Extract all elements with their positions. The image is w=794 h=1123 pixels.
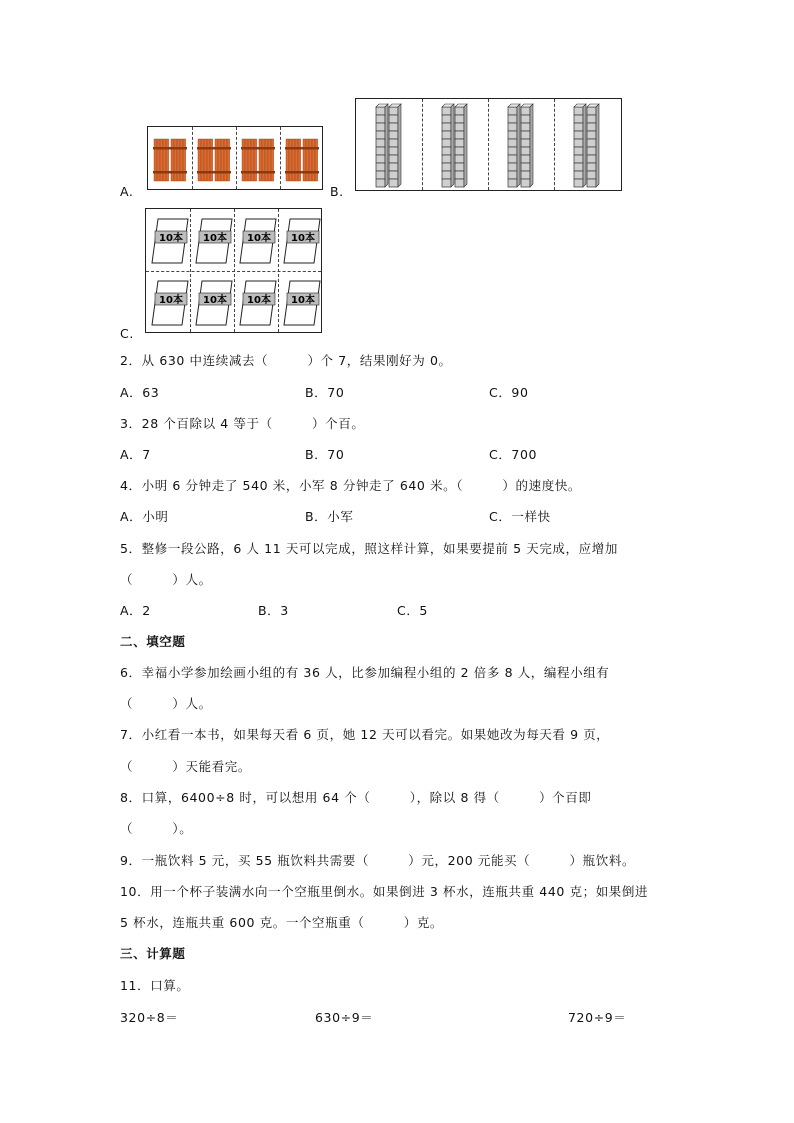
section-fill-blank-heading: 二、填空题	[120, 634, 186, 649]
book-bundle	[240, 281, 276, 325]
q11-expr-2: 630÷9＝	[315, 1010, 374, 1025]
book-bundle	[240, 219, 276, 263]
q5-line2: （ ）人。	[120, 572, 212, 587]
stick-bundle	[285, 139, 302, 181]
option-b-picture	[355, 98, 622, 191]
stick-bundle	[258, 139, 275, 181]
book-label: 10本	[247, 295, 271, 306]
q3-option-b: B．70	[305, 447, 345, 462]
q6-line2: （ ）人。	[120, 696, 212, 711]
q2-option-c: C．90	[489, 385, 529, 400]
option-a-label: A.	[120, 184, 134, 199]
book-label: 10本	[291, 295, 315, 306]
book-label: 10本	[203, 295, 227, 306]
cube-column	[508, 104, 520, 187]
q6-line1: 6．幸福小学参加绘画小组的有 36 人，比参加编程小组的 2 倍多 8 人，编程小组有	[120, 665, 610, 680]
q4-option-a: A．小明	[120, 509, 169, 524]
q4-option-c: C．一样快	[489, 509, 551, 524]
cube-column	[376, 104, 388, 187]
section-calculation-heading: 三、计算题	[120, 946, 186, 961]
cube-column	[442, 104, 454, 187]
book-label: 10本	[247, 233, 271, 244]
q3-option-c: C．700	[489, 447, 538, 462]
book-bundle	[284, 281, 320, 325]
cube-column	[455, 104, 467, 187]
q3-text: 3．28 个百除以 4 等于（ ）个百。	[120, 416, 365, 431]
option-c-picture	[145, 208, 322, 333]
q10-line2: 5 杯水，连瓶共重 600 克。一个空瓶重（ ）克。	[120, 915, 444, 930]
q11-expr-1: 320÷8＝	[120, 1010, 179, 1025]
stick-bundle	[241, 139, 258, 181]
book-bundle	[196, 281, 232, 325]
cube-column	[521, 104, 533, 187]
q2-option-b: B．70	[305, 385, 345, 400]
option-c-label: C.	[120, 326, 134, 341]
book-bundle	[284, 219, 320, 263]
book-bundle	[196, 219, 232, 263]
stick-bundle	[302, 139, 319, 181]
stick-bundle	[197, 139, 214, 181]
q4-option-b: B．小军	[305, 509, 354, 524]
cube-column	[389, 104, 401, 187]
q11-title: 11．口算。	[120, 978, 190, 993]
cube-column	[587, 104, 599, 187]
q7-line2: （ ）天能看完。	[120, 759, 252, 774]
stick-bundle	[170, 139, 187, 181]
q5-line1: 5．整修一段公路，6 人 11 天可以完成，照这样计算，如果要提前 5 天完成，应增加	[120, 541, 618, 556]
book-bundle	[152, 219, 188, 263]
q5-option-b: B．3	[258, 603, 289, 618]
q8-line1: 8．口算，6400÷8 时，可以想用 64 个（ ），除以 8 得（ ）个百即	[120, 790, 592, 805]
stick-bundle	[214, 139, 231, 181]
q3-option-a: A．7	[120, 447, 151, 462]
stick-bundle	[153, 139, 170, 181]
q8-line2: （ ）。	[120, 821, 193, 836]
q5-option-a: A．2	[120, 603, 151, 618]
q4-text: 4．小明 6 分钟走了 540 米，小军 8 分钟走了 640 米。（ ）的速度快。	[120, 478, 582, 493]
book-label: 10本	[291, 233, 315, 244]
book-bundle	[152, 281, 188, 325]
book-bundles	[146, 209, 323, 334]
q2-text: 2．从 630 中连续减去（ ）个 7，结果刚好为 0。	[120, 353, 452, 368]
cube-columns	[356, 99, 623, 192]
q10-line1: 10．用一个杯子装满水向一个空瓶里倒水。如果倒进 3 杯水，连瓶共重 440 克；如果倒进	[120, 884, 649, 899]
book-label: 10本	[203, 233, 227, 244]
q5-option-c: C．5	[397, 603, 428, 618]
q2-option-a: A．63	[120, 385, 160, 400]
option-a-picture	[147, 126, 323, 190]
option-b-label: B.	[330, 184, 344, 199]
q11-expr-3: 720÷9＝	[568, 1010, 627, 1025]
q7-line1: 7．小红看一本书，如果每天看 6 页，她 12 天可以看完。如果她改为每天看 9 页，	[120, 727, 610, 742]
book-label: 10本	[159, 233, 183, 244]
q9-text: 9．一瓶饮料 5 元，买 55 瓶饮料共需要（ ）元，200 元能买（ ）瓶饮料。	[120, 853, 636, 868]
book-label: 10本	[159, 295, 183, 306]
cube-column	[574, 104, 586, 187]
stick-bundles	[148, 127, 324, 191]
